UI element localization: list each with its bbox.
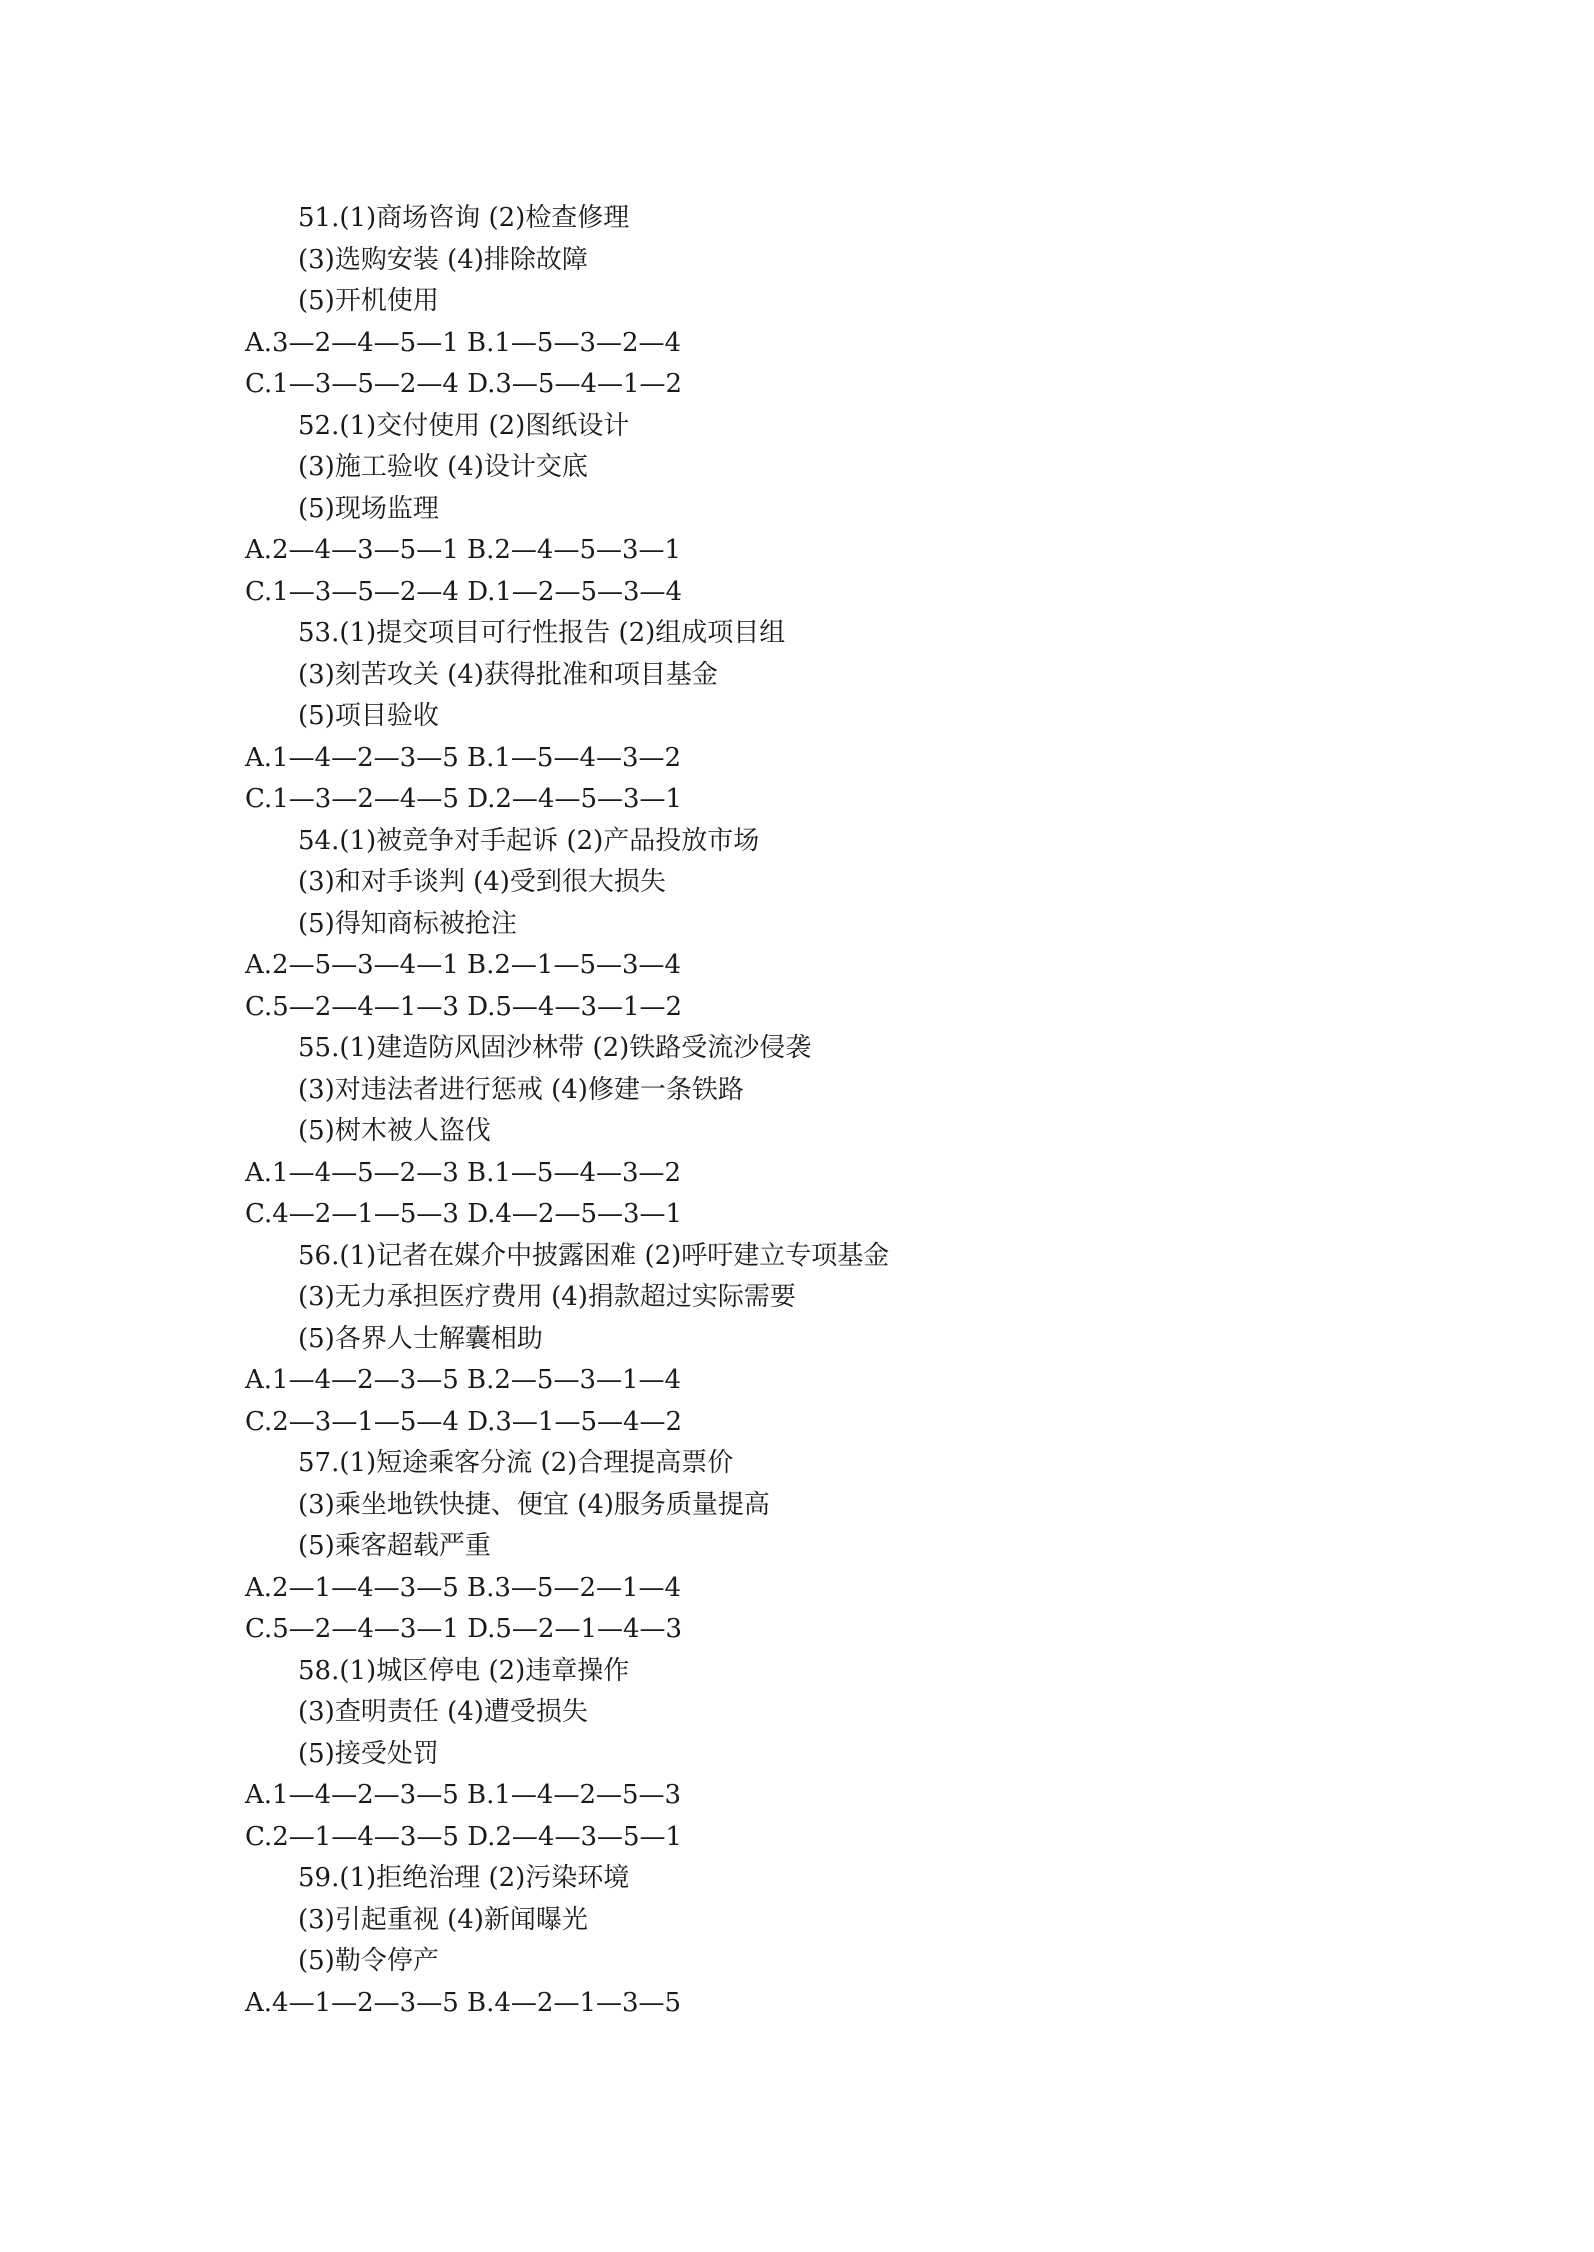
question-53-options-ab: A.1—4—2—3—5 B.1—5—4—3—2 bbox=[245, 742, 682, 773]
question-54-options-ab: A.2—5—3—4—1 B.2—1—5—3—4 bbox=[245, 950, 682, 980]
question-52-options-cd: C.1—3—5—2—4 D.1—2—5—3—4 bbox=[245, 576, 683, 607]
question-57-line-1: 57.(1)短途乘客分流 (2)合理提高票价 bbox=[298, 1448, 734, 1478]
question-57-line-2: (3)乘坐地铁快捷、便宜 (4)服务质量提高 bbox=[298, 1489, 770, 1520]
question-58-line-2: (3)查明责任 (4)遭受损失 bbox=[298, 1697, 588, 1727]
question-58-line-3: (5)接受处罚 bbox=[298, 1738, 439, 1769]
question-59-line-2: (3)引起重视 (4)新闻曝光 bbox=[298, 1904, 588, 1935]
question-54-options-cd: C.5—2—4—1—3 D.5—4—3—1—2 bbox=[245, 991, 683, 1022]
question-57-options-cd: C.5—2—4—3—1 D.5—2—1—4—3 bbox=[245, 1614, 683, 1644]
question-59-options-ab: A.4—1—2—3—5 B.4—2—1—3—5 bbox=[245, 1987, 682, 2018]
question-55-options-cd: C.4—2—1—5—3 D.4—2—5—3—1 bbox=[245, 1199, 683, 1229]
question-54-line-2: (3)和对手谈判 (4)受到很大损失 bbox=[298, 867, 666, 897]
question-53-line-1: 53.(1)提交项目可行性报告 (2)组成项目组 bbox=[298, 618, 786, 648]
question-58-options-ab: A.1—4—2—3—5 B.1—4—2—5—3 bbox=[245, 1780, 682, 1810]
question-53-options-cd: C.1—3—2—4—5 D.2—4—5—3—1 bbox=[245, 784, 683, 814]
question-52-options-ab: A.2—4—3—5—1 B.2—4—5—3—1 bbox=[245, 535, 682, 565]
question-59-line-1: 59.(1)拒绝治理 (2)污染环境 bbox=[298, 1863, 630, 1893]
question-57-options-ab: A.2—1—4—3—5 B.3—5—2—1—4 bbox=[245, 1572, 682, 1603]
question-56-line-2: (3)无力承担医疗费用 (4)捐款超过实际需要 bbox=[298, 1282, 796, 1312]
question-55-line-2: (3)对违法者进行惩戒 (4)修建一条铁路 bbox=[298, 1074, 744, 1105]
question-list bbox=[0, 198, 1594, 2024]
question-51-options-ab: A.3—2—4—5—1 B.1—5—3—2—4 bbox=[245, 327, 682, 358]
question-55-options-ab: A.1—4—5—2—3 B.1—5—4—3—2 bbox=[245, 1157, 682, 1188]
question-55-line-3: (5)树木被人盗伐 bbox=[298, 1116, 491, 1146]
question-53-line-3: (5)项目验收 bbox=[298, 701, 439, 731]
question-51-line-2: (3)选购安装 (4)排除故障 bbox=[298, 244, 588, 275]
question-56-line-3: (5)各界人士解囊相助 bbox=[298, 1323, 543, 1354]
question-53-line-2: (3)刻苦攻关 (4)获得批准和项目基金 bbox=[298, 659, 718, 690]
question-57-line-3: (5)乘客超载严重 bbox=[298, 1531, 491, 1561]
question-59-line-3: (5)勒令停产 bbox=[298, 1946, 439, 1976]
question-51-line-3: (5)开机使用 bbox=[298, 286, 439, 316]
question-55-line-1: 55.(1)建造防风固沙林带 (2)铁路受流沙侵袭 bbox=[298, 1033, 812, 1063]
question-52-line-3: (5)现场监理 bbox=[298, 493, 439, 524]
question-56-options-ab: A.1—4—2—3—5 B.2—5—3—1—4 bbox=[245, 1365, 682, 1395]
question-51-options-cd: C.1—3—5—2—4 D.3—5—4—1—2 bbox=[245, 369, 683, 399]
question-54-line-1: 54.(1)被竞争对手起诉 (2)产品投放市场 bbox=[298, 825, 760, 856]
question-54-line-3: (5)得知商标被抢注 bbox=[298, 908, 517, 939]
question-56-line-1: 56.(1)记者在媒介中披露困难 (2)呼吁建立专项基金 bbox=[298, 1240, 890, 1271]
question-58-line-1: 58.(1)城区停电 (2)违章操作 bbox=[298, 1655, 630, 1686]
question-51-line-1: 51.(1)商场咨询 (2)检查修理 bbox=[298, 203, 630, 233]
question-52-line-2: (3)施工验收 (4)设计交底 bbox=[298, 452, 588, 482]
question-56-options-cd: C.2—3—1—5—4 D.3—1—5—4—2 bbox=[245, 1406, 683, 1437]
question-52-line-1: 52.(1)交付使用 (2)图纸设计 bbox=[298, 410, 630, 441]
question-58-options-cd: C.2—1—4—3—5 D.2—4—3—5—1 bbox=[245, 1821, 683, 1852]
